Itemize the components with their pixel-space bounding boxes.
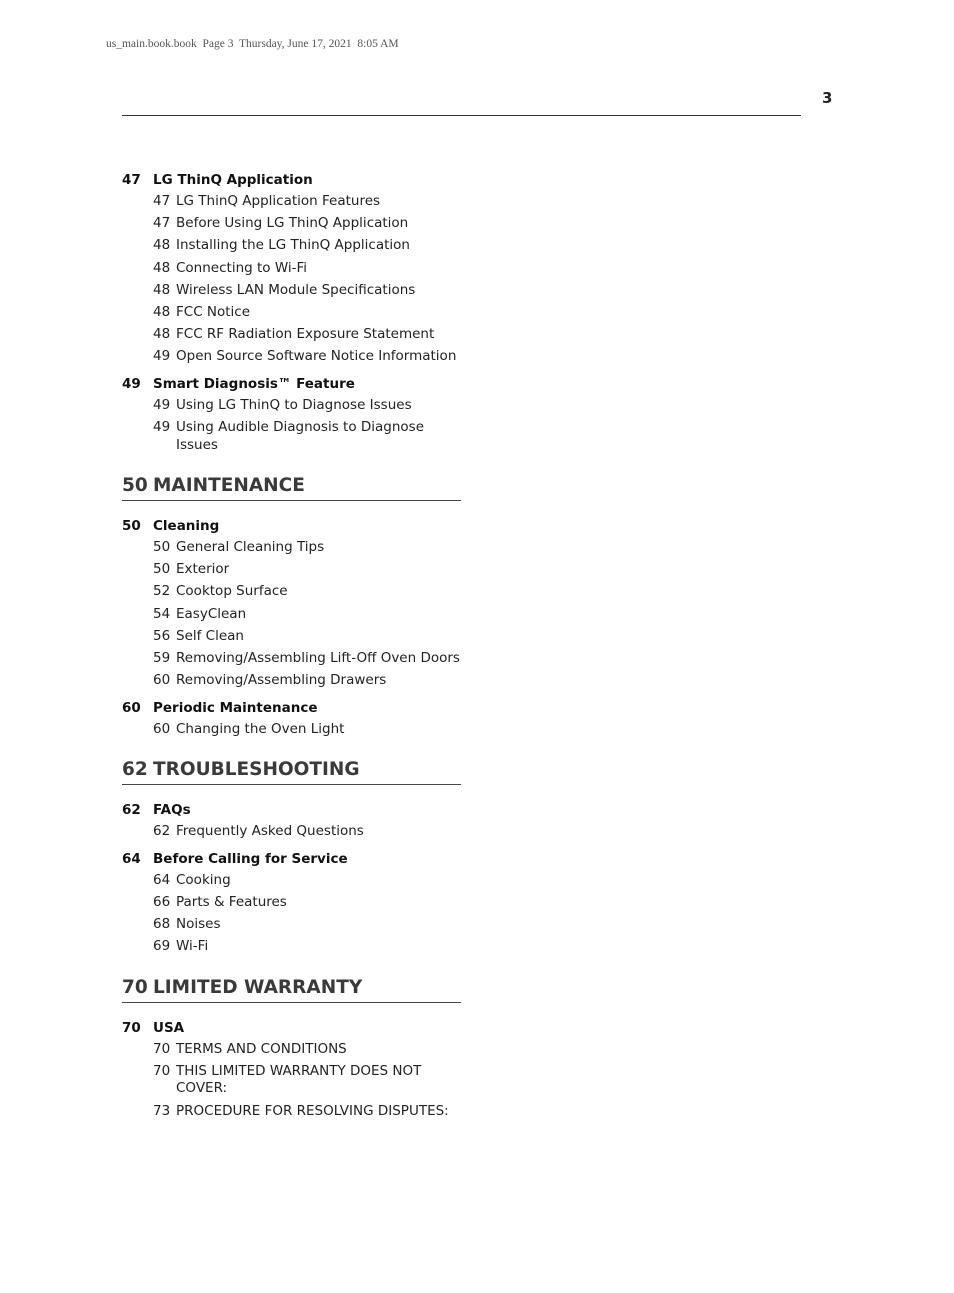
section-title: Periodic Maintenance [153, 699, 318, 716]
section-page-number: 62 [122, 802, 141, 819]
chapter-page-number: 62 [122, 759, 148, 781]
entry-title: PROCEDURE FOR RESOLVING DISPUTES: [176, 1102, 449, 1119]
chapter-heading[interactable] [122, 474, 461, 501]
section-items [122, 721, 461, 739]
entry-page-number: 70 [153, 1040, 171, 1057]
section-heading[interactable] [122, 699, 461, 717]
section-heading[interactable] [122, 171, 461, 189]
entry-page-number: 47 [153, 193, 171, 209]
entry-page-number: 48 [153, 237, 171, 254]
section-items [122, 1041, 461, 1120]
entry-page-number: 68 [153, 916, 171, 932]
toc-entry[interactable] [153, 348, 461, 366]
toc-entry[interactable] [153, 561, 461, 579]
toc-entry[interactable] [153, 606, 461, 624]
toc-entry[interactable] [153, 721, 461, 739]
toc-entry[interactable] [153, 1063, 461, 1098]
entry-title: Using LG ThinQ to Diagnose Issues [176, 396, 412, 413]
chapter-page-number: 70 [122, 976, 148, 998]
section-title: Smart Diagnosis™ Feature [153, 375, 355, 392]
entry-page-number: 50 [153, 561, 171, 578]
entry-title: Connecting to Wi-Fi [176, 259, 308, 276]
chapter-title: LIMITED WARRANTY [153, 976, 363, 998]
section-heading[interactable] [122, 517, 461, 535]
chapter-heading[interactable] [122, 976, 461, 1003]
entry-title: Open Source Software Notice Information [176, 348, 457, 365]
toc-entry[interactable] [153, 1103, 461, 1121]
entry-title: Removing/Assembling Drawers [176, 672, 387, 689]
entry-title: Parts & Features [176, 893, 287, 910]
toc-entry[interactable] [153, 894, 461, 912]
entry-page-number: 50 [153, 539, 171, 555]
entry-page-number: 48 [153, 281, 171, 298]
page-number: 3 [822, 89, 833, 107]
entry-title: LG ThinQ Application Features [176, 193, 381, 209]
toc-entry[interactable] [153, 419, 461, 454]
section-items [122, 823, 461, 841]
entry-page-number: 54 [153, 605, 171, 622]
toc-entry[interactable] [153, 872, 461, 890]
entry-page-number: 49 [153, 396, 171, 413]
section-items [122, 872, 461, 956]
entry-title: Wireless LAN Module Specifications [176, 281, 416, 298]
entry-page-number: 70 [153, 1062, 171, 1079]
toc-entry[interactable] [153, 237, 461, 255]
entry-title: Cooktop Surface [176, 583, 288, 600]
section-items [122, 397, 461, 454]
entry-page-number: 66 [153, 893, 171, 910]
section-title: Cleaning [153, 518, 220, 534]
entry-page-number: 52 [153, 583, 171, 600]
section-title: FAQs [153, 802, 191, 819]
entry-page-number: 73 [153, 1102, 171, 1119]
section-page-number: 47 [122, 172, 141, 188]
entry-title: Before Using LG ThinQ Application [176, 215, 409, 232]
entry-page-number: 49 [153, 348, 171, 365]
entry-page-number: 48 [153, 259, 171, 276]
entry-title: Wi-Fi [176, 938, 209, 955]
section-items [122, 193, 461, 366]
entry-page-number: 60 [153, 672, 171, 689]
section-page-number: 64 [122, 850, 141, 867]
section-heading[interactable] [122, 850, 461, 868]
entry-title: Frequently Asked Questions [176, 823, 364, 840]
entry-page-number: 69 [153, 938, 171, 955]
entry-title: Exterior [176, 561, 230, 578]
entry-page-number: 62 [153, 823, 171, 840]
toc-entry[interactable] [153, 938, 461, 956]
entry-title: Noises [176, 916, 221, 932]
entry-title: TERMS AND CONDITIONS [176, 1040, 347, 1057]
section-heading[interactable] [122, 1019, 461, 1037]
section-page-number: 49 [122, 375, 141, 392]
entry-title: FCC RF Radiation Exposure Statement [176, 326, 435, 343]
chapter-page-number: 50 [122, 475, 148, 496]
section-title: Before Calling for Service [153, 850, 348, 867]
toc-entry[interactable] [153, 215, 461, 233]
entry-title: Changing the Oven Light [176, 720, 345, 737]
table-of-contents [122, 171, 461, 1129]
file-info-header: us_main.book.book Page 3 Thursday, June 17, 2021 8:05 AM [106, 38, 399, 50]
toc-entry[interactable] [153, 1041, 461, 1059]
entry-title: Self Clean [176, 627, 244, 644]
entry-title: Installing the LG ThinQ Application [176, 237, 410, 254]
header-rule [122, 115, 801, 116]
toc-entry[interactable] [153, 193, 461, 211]
entry-title: General Cleaning Tips [176, 539, 325, 555]
section-items [122, 539, 461, 690]
toc-entry[interactable] [153, 397, 461, 415]
toc-entry[interactable] [153, 672, 461, 690]
entry-page-number: 47 [153, 215, 171, 232]
entry-title: FCC Notice [176, 303, 251, 320]
chapter-title: MAINTENANCE [153, 475, 305, 496]
toc-entry[interactable] [153, 650, 461, 668]
entry-page-number: 64 [153, 871, 171, 888]
entry-page-number: 48 [153, 303, 171, 320]
section-page-number: 70 [122, 1019, 141, 1036]
entry-page-number: 56 [153, 627, 171, 644]
chapter-title: TROUBLESHOOTING [153, 759, 360, 781]
entry-page-number: 49 [153, 419, 171, 435]
entry-title: EasyClean [176, 605, 247, 622]
toc-entry[interactable] [153, 916, 461, 934]
entry-page-number: 60 [153, 720, 171, 737]
entry-title: Removing/Assembling Lift-Off Oven Doors [176, 649, 460, 666]
entry-page-number: 59 [153, 649, 171, 666]
section-title: LG ThinQ Application [153, 172, 313, 188]
toc-entry[interactable] [153, 304, 461, 322]
section-page-number: 60 [122, 699, 141, 716]
entry-title: Using Audible Diagnosis to Diagnose Issues [176, 419, 425, 453]
entry-title: THIS LIMITED WARRANTY DOES NOT COVER: [176, 1062, 422, 1097]
toc-entry[interactable] [153, 326, 461, 344]
chapter-heading[interactable] [122, 758, 461, 785]
toc-entry[interactable] [153, 282, 461, 300]
toc-entry[interactable] [153, 539, 461, 557]
toc-entry[interactable] [153, 260, 461, 278]
section-heading[interactable] [122, 375, 461, 393]
entry-page-number: 48 [153, 326, 171, 343]
section-heading[interactable] [122, 801, 461, 819]
entry-title: Cooking [176, 871, 231, 888]
toc-entry[interactable] [153, 583, 461, 601]
toc-entry[interactable] [153, 823, 461, 841]
toc-entry[interactable] [153, 628, 461, 646]
section-page-number: 50 [122, 518, 141, 534]
section-title: USA [153, 1019, 185, 1036]
